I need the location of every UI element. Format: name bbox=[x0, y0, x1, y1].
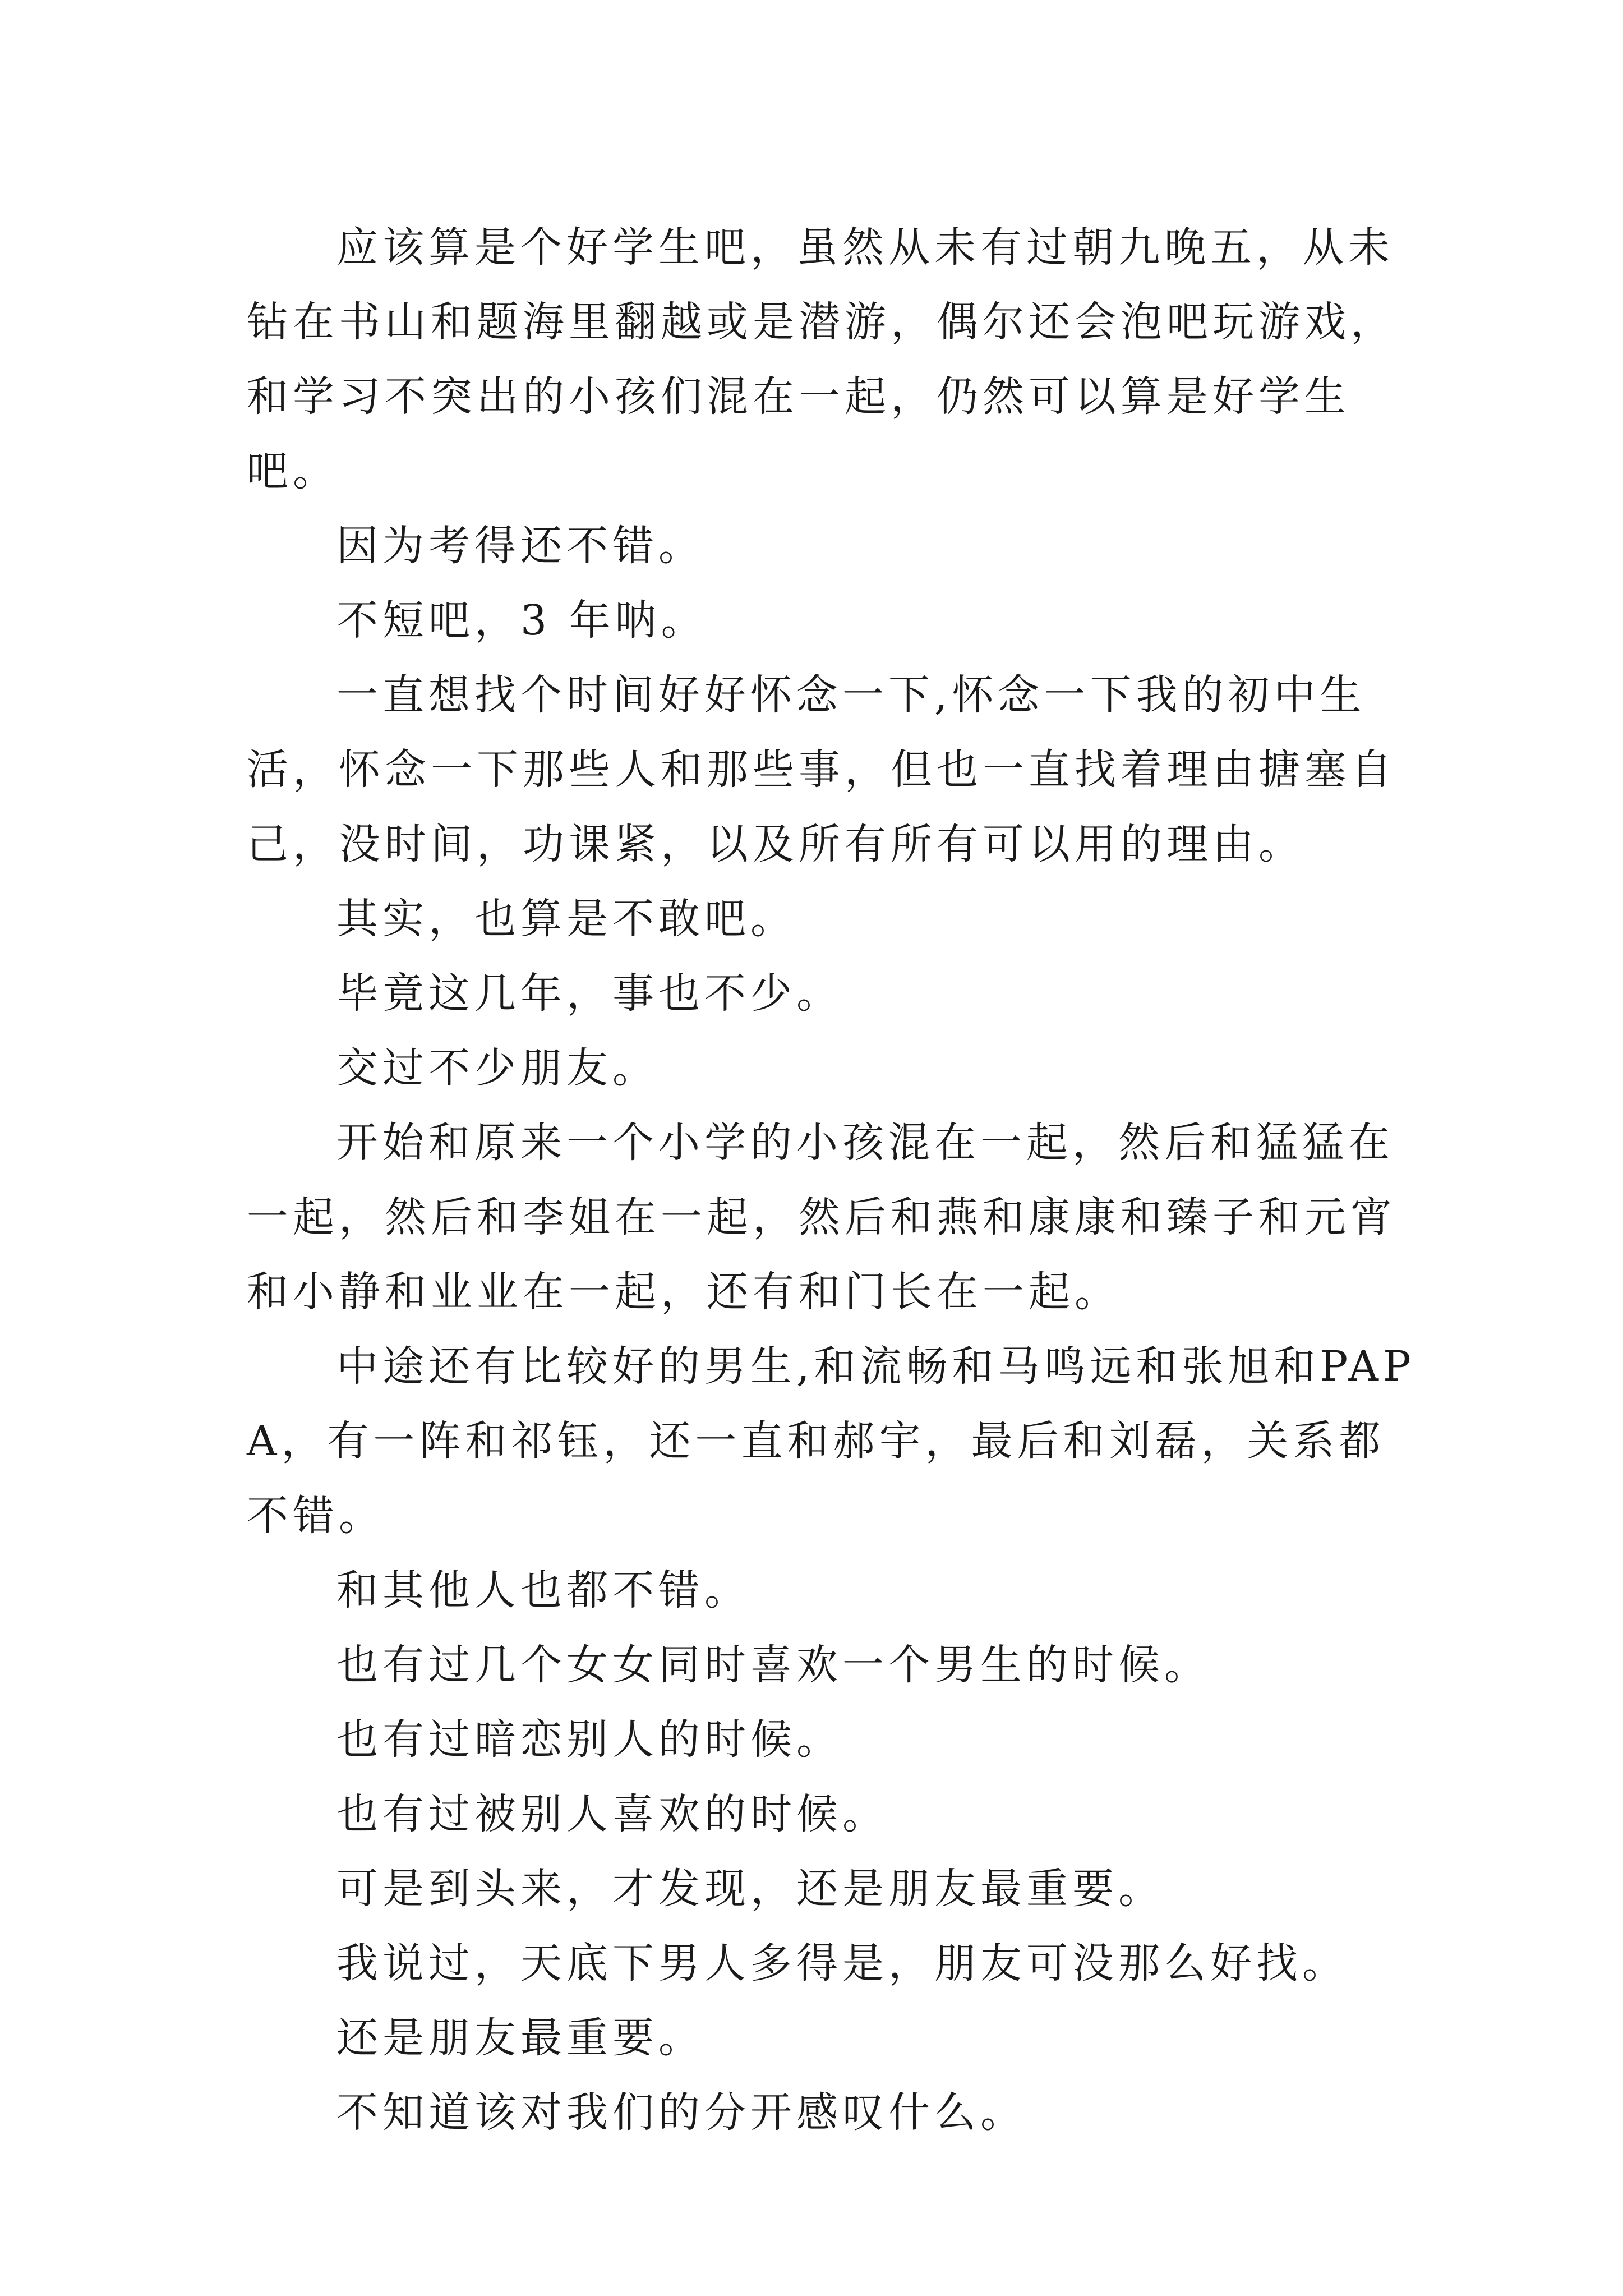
paragraph-11: 也有过几个女女同时喜欢一个男生的时候。 bbox=[336, 1641, 1210, 1689]
paragraph-17: 不知道该对我们的分开感叹什么。 bbox=[336, 2088, 1026, 2137]
paragraph-5: 其实，也算是不敢吧。 bbox=[336, 895, 796, 943]
paragraph-15: 我说过，天底下男人多得是，朋友可没那么好找。 bbox=[336, 1939, 1348, 1987]
paragraph-4: 一直想找个时间好好怀念一下,怀念一下我的初中生活，怀念一下那些人和那些事，但也一直找着理由搪塞自己，没时间，功课紧，以及所有所有可以用的理由。 bbox=[247, 671, 1396, 868]
body-text bbox=[247, 210, 1424, 2150]
paragraph-9: 中途还有比较好的男生,和流畅和马鸣远和张旭和PAPA，有一阵和祁钰，还一直和郝宇，最后和刘磊，关系都不错。 bbox=[247, 1342, 1415, 1540]
paragraph-13: 也有过被别人喜欢的时候。 bbox=[336, 1790, 888, 1838]
paragraph-3: 不短吧，3 年呐。 bbox=[336, 596, 707, 645]
paragraph-14: 可是到头来，才发现，还是朋友最重要。 bbox=[336, 1865, 1164, 1913]
paragraph-1: 应该算是个好学生吧，虽然从未有过朝九晚五，从未钻在书山和题海里翻越或是潜游，偶尔还会泡吧玩游戏，和学习不突出的小孩们混在一起，仍然可以算是好学生吧。 bbox=[247, 223, 1396, 495]
paragraph-16: 还是朋友最重要。 bbox=[336, 2014, 704, 2062]
paragraph-7: 交过不少朋友。 bbox=[336, 1044, 658, 1092]
paragraph-12: 也有过暗恋别人的时候。 bbox=[336, 1715, 842, 1764]
paragraph-6: 毕竟这几年，事也不少。 bbox=[336, 969, 842, 1018]
paragraph-8: 开始和原来一个小学的小孩混在一起，然后和猛猛在一起，然后和李姐在一起，然后和燕和康康和臻子和元宵和小静和业业在一起，还有和门长在一起。 bbox=[247, 1119, 1396, 1316]
paragraph-2: 因为考得还不错。 bbox=[336, 522, 704, 570]
paragraph-10: 和其他人也都不错。 bbox=[336, 1566, 750, 1614]
